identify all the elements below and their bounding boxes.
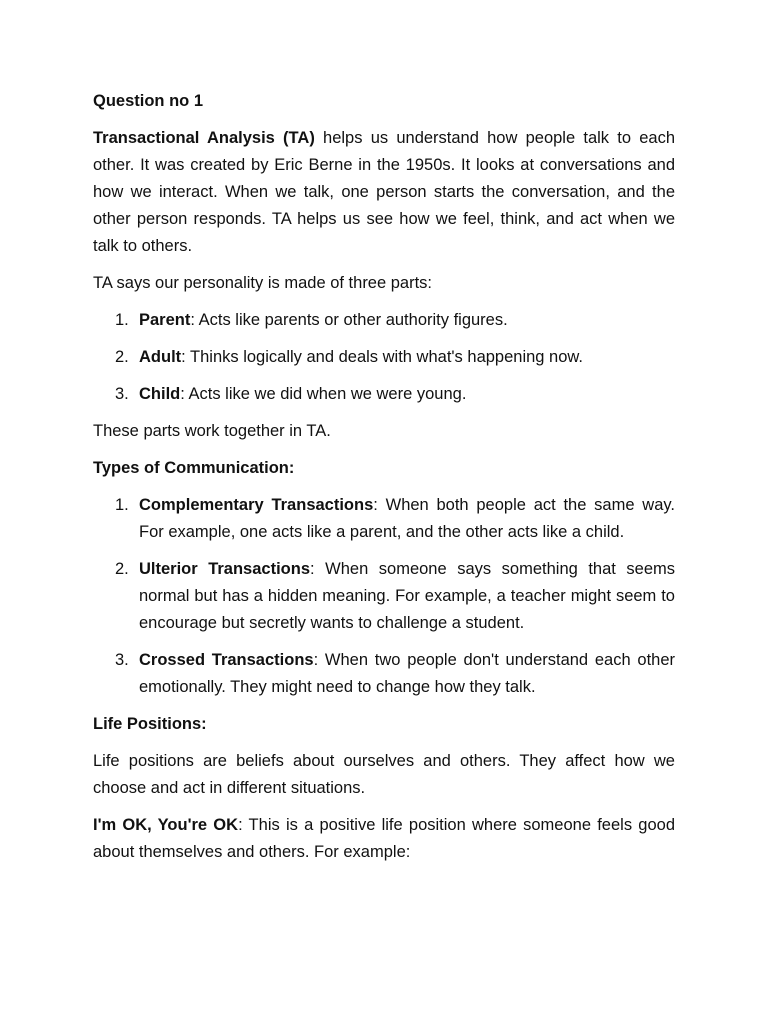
type-term: Complementary Transactions <box>139 496 374 514</box>
part-text: : Acts like parents or other authority figures. <box>190 311 508 329</box>
part-term: Adult <box>139 348 182 366</box>
list-number: 3. <box>115 385 129 403</box>
parts-intro: TA says our personality is made of three parts: <box>93 274 433 292</box>
list-number: 3. <box>115 651 129 669</box>
list-item <box>93 556 675 637</box>
document-page <box>93 88 675 876</box>
ok-paragraph <box>93 812 675 866</box>
list-number: 1. <box>115 496 129 514</box>
type-text: : When someone says something that seems normal but has a hidden meaning. For example, a teacher might seem to encourage but secretly wants to challenge a student. <box>139 560 675 632</box>
type-text: : When both people act the same way. For example, one acts like a parent, and the other acts like a child. <box>139 496 676 541</box>
ok-term: I'm OK, You're OK <box>93 816 239 834</box>
list-item <box>93 381 675 408</box>
parts-list <box>93 307 675 408</box>
part-text: : Thinks logically and deals with what's happening now. <box>181 348 583 366</box>
parts-outro: These parts work together in TA. <box>93 422 331 440</box>
list-item <box>93 344 675 371</box>
list-number: 2. <box>115 560 129 578</box>
intro-term: Transactional Analysis (TA) <box>93 129 315 147</box>
question-heading: Question no 1 <box>93 92 204 110</box>
life-positions-paragraph: Life positions are beliefs about ourselves and others. They affect how we choose and act in different situations. <box>93 752 675 797</box>
intro-text: helps us understand how people talk to each other. It was created by Eric Berne in the 1950s. It looks at conversations and how we interact. When we talk, one person starts the conversation, and the other person responds. TA helps us see how we feel, think, and act when we talk to others. <box>93 129 675 255</box>
part-text: : Acts like we did when we were young. <box>180 385 467 403</box>
list-item <box>93 647 675 701</box>
list-number: 1. <box>115 311 129 329</box>
life-positions-heading: Life Positions: <box>93 715 207 733</box>
list-item <box>93 307 675 334</box>
part-term: Child <box>139 385 181 403</box>
types-heading: Types of Communication: <box>93 459 295 477</box>
type-text: : When two people don't understand each other emotionally. They might need to change how they talk. <box>139 651 675 696</box>
types-list <box>93 492 675 701</box>
type-term: Ulterior Transactions <box>139 560 311 578</box>
list-number: 2. <box>115 348 129 366</box>
list-item <box>93 492 675 546</box>
type-term: Crossed Transactions <box>139 651 314 669</box>
intro-paragraph <box>93 125 675 260</box>
ok-text: : This is a positive life position where someone feels good about themselves and others. For example: <box>93 816 675 861</box>
part-term: Parent <box>139 311 191 329</box>
